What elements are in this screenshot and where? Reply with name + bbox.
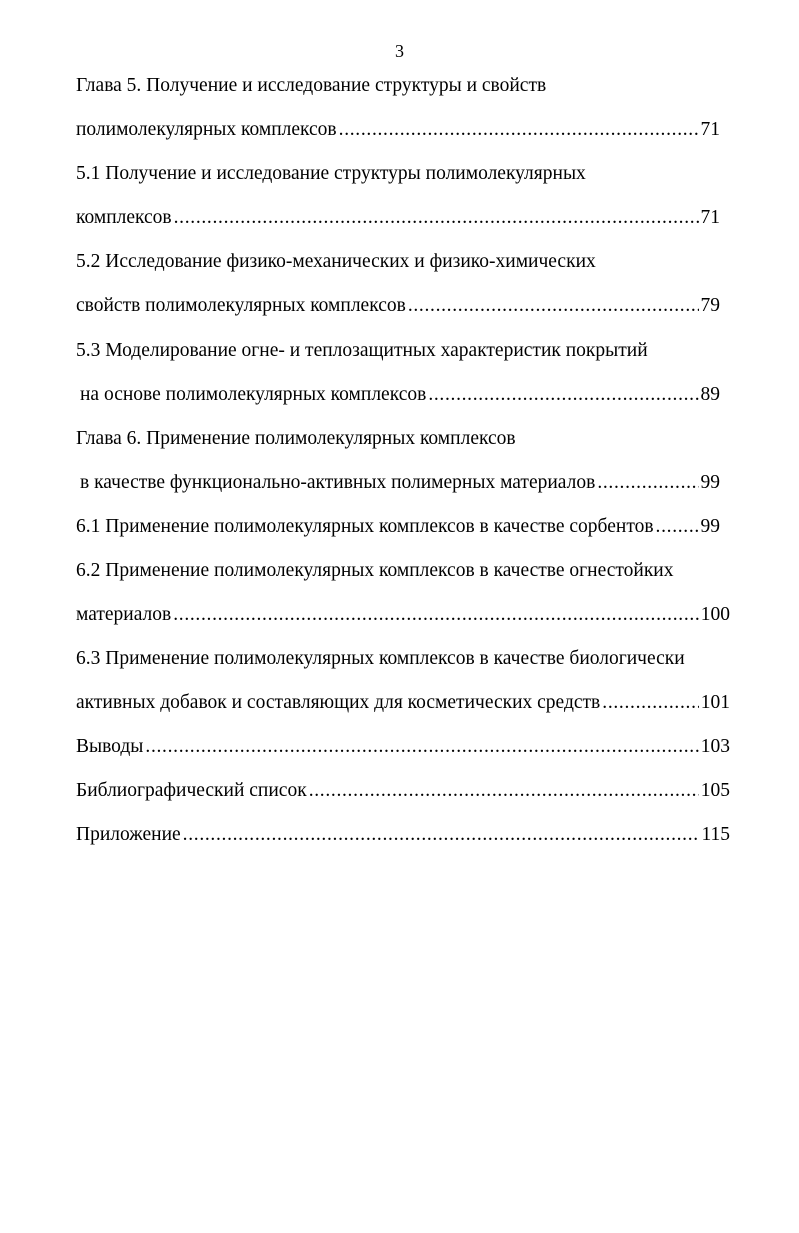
toc-entry-text: Приложение	[76, 824, 181, 845]
toc-entry-section-5-3	[80, 383, 720, 407]
toc-entry-text: комплексов	[76, 207, 172, 228]
toc-section-6-2-title: 6.2 Применение полимолекулярных комплексов в качестве огнестойких	[76, 560, 674, 581]
toc-entry-text: 6.1 Применение полимолекулярных комплексов в качестве сорбентов	[76, 516, 654, 537]
toc-page-number: 99	[700, 472, 720, 493]
toc-entry-text: полимолекулярных комплексов	[76, 119, 337, 140]
toc-entry-text: в качестве функционально-активных полимерных материалов	[80, 472, 596, 493]
toc-page-number: 115	[701, 824, 730, 845]
toc-page-number: 71	[700, 119, 720, 140]
toc-entry-section-6-3	[76, 691, 730, 715]
toc-section-5-1-title: 5.1 Получение и исследование структуры полимолекулярных	[76, 163, 586, 184]
page-number: 3	[395, 41, 404, 61]
toc-entry-bibliography	[76, 779, 730, 803]
dot-leader	[428, 383, 698, 407]
toc-entry-section-5-1	[76, 206, 720, 230]
toc-entry-text: Библиографический список	[76, 780, 307, 801]
toc-section-6-3-title: 6.3 Применение полимолекулярных комплексов в качестве биологически	[76, 648, 685, 669]
toc-page-number: 89	[700, 384, 720, 405]
dot-leader	[408, 294, 699, 318]
toc-entry-text: свойств полимолекулярных комплексов	[76, 295, 406, 316]
toc-entry-section-6-1	[76, 515, 720, 539]
toc-page-number: 101	[700, 692, 730, 713]
toc-entry-text: на основе полимолекулярных комплексов	[80, 384, 427, 405]
dot-leader	[597, 471, 698, 495]
toc-page-number: 79	[700, 295, 720, 316]
toc-entry-text: активных добавок и составляющих для косметических средств	[76, 692, 601, 713]
toc-page-number: 71	[700, 207, 720, 228]
toc-entry-appendix	[76, 823, 730, 847]
toc-page-number: 105	[700, 780, 730, 801]
toc-chapter-5-title: Глава 5. Получение и исследование структуры и свойств	[76, 75, 547, 96]
dot-leader	[145, 735, 698, 759]
toc-page-number: 99	[700, 516, 720, 537]
dot-leader	[339, 118, 699, 142]
toc-entry-section-6-2	[76, 603, 730, 627]
toc-entry-text: материалов	[76, 604, 172, 625]
dot-leader	[602, 691, 698, 715]
dot-leader	[656, 515, 699, 539]
dot-leader	[309, 779, 699, 803]
toc-entry-conclusions	[76, 735, 730, 759]
toc-entry-chapter-5	[76, 118, 720, 142]
toc-entry-chapter-6	[80, 471, 720, 495]
dot-leader	[183, 823, 700, 847]
toc-entry-text: Выводы	[76, 736, 144, 757]
toc-page-number: 103	[700, 736, 730, 757]
dot-leader	[173, 603, 699, 627]
toc-section-5-2-title: 5.2 Исследование физико-механических и физико-химических	[76, 251, 596, 272]
toc-page-number: 100	[700, 604, 730, 625]
toc-entry-section-5-2	[76, 294, 720, 318]
dot-leader	[174, 206, 699, 230]
toc-section-5-3-title: 5.3 Моделирование огне- и теплозащитных характеристик покрытий	[76, 340, 648, 361]
toc-chapter-6-title: Глава 6. Применение полимолекулярных комплексов	[76, 428, 516, 449]
